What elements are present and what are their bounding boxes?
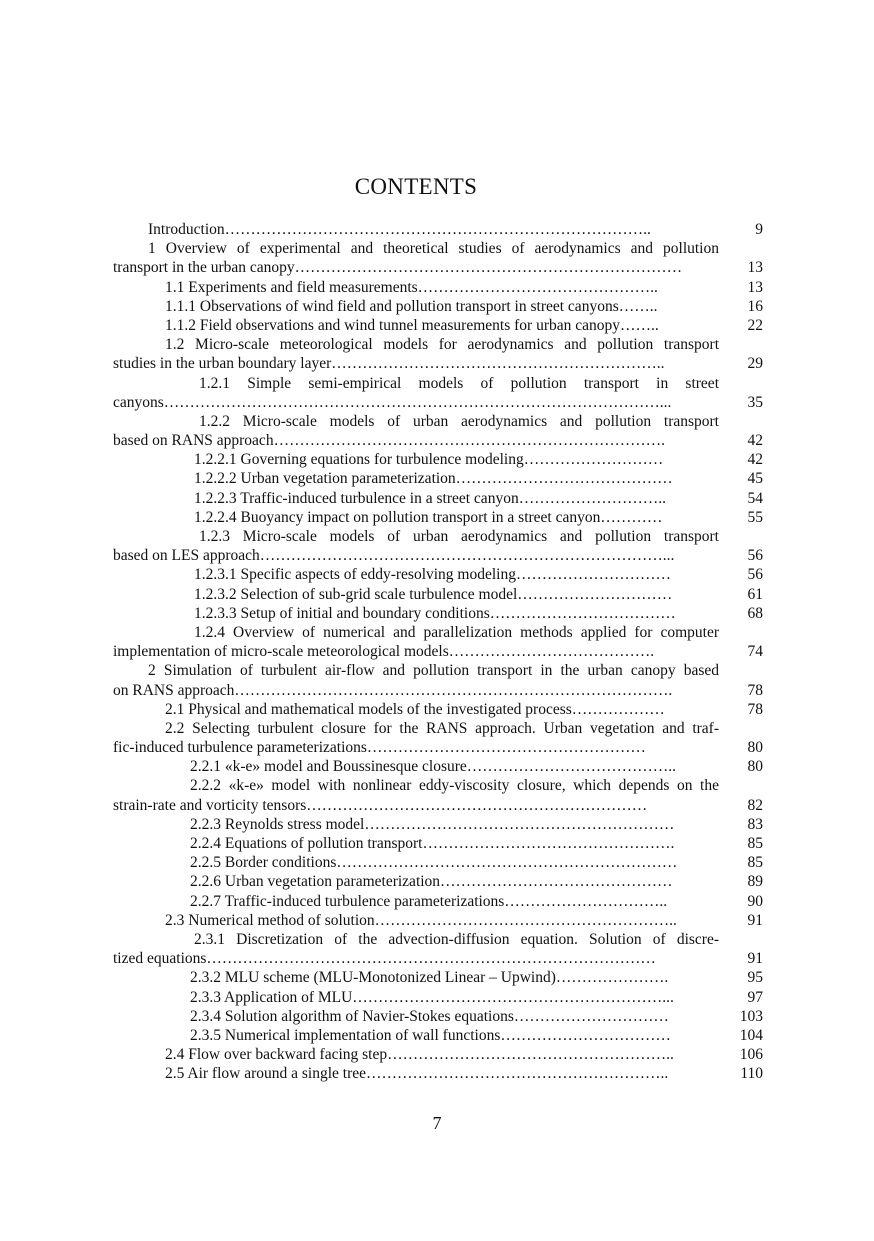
toc-entry[interactable] <box>113 834 763 853</box>
toc-entry-page: 83 <box>747 815 763 833</box>
toc-entry-text: 2.3.1 Discretization of the advection-diffusion equation. Solution of discre- <box>194 930 719 948</box>
toc-entry[interactable] <box>113 489 763 508</box>
toc-entry[interactable] <box>113 872 763 891</box>
toc-entry-page: 55 <box>747 508 763 526</box>
toc-entry-text: Introduction……………………………………………………………………….. <box>148 221 651 238</box>
toc-entry[interactable] <box>113 335 763 373</box>
toc-entry-text: 2.2 Selecting turbulent closure for the RANS approach. Urban vegetation and traf- <box>165 719 719 737</box>
toc-entry-text: fic-induced turbulence parameterizations……………………………………………… <box>113 739 646 757</box>
toc-entry-page: 91 <box>747 950 763 968</box>
toc-entry-page: 91 <box>747 911 763 929</box>
toc-entry-text: based on RANS approach…………………………………………………………………. <box>113 432 665 450</box>
toc-entry[interactable] <box>113 815 763 834</box>
toc-entry[interactable] <box>113 911 763 930</box>
toc-entry-text: 1.2.2 Micro-scale models of urban aerodynamics and pollution transport <box>199 412 719 430</box>
toc-entry-page: 42 <box>747 432 763 450</box>
toc-entry[interactable] <box>113 508 763 527</box>
toc-entry-page: 74 <box>747 643 763 661</box>
toc-entry[interactable] <box>113 1064 763 1083</box>
toc-entry-text: 2.3.2 MLU scheme (MLU-Monotonized Linear – Upwind)…………………. <box>190 969 669 987</box>
table-of-contents <box>113 220 763 1083</box>
toc-entry-text: 1.1 Experiments and field measurements……………………………………….. <box>165 278 658 296</box>
toc-entry-text: 2.3 Numerical method of solution………………………………………………….. <box>165 911 677 929</box>
toc-entry-text: 2.2.3 Reynolds stress model…………………………………………………… <box>190 815 675 833</box>
toc-entry-text: strain-rate and vorticity tensors………………………………………………………… <box>113 796 648 814</box>
toc-entry[interactable] <box>113 776 763 814</box>
toc-entry-text: 2.3.3 Application of MLU……………………………………………………... <box>190 988 674 1006</box>
toc-entry-page: 97 <box>747 988 763 1006</box>
toc-entry-text: 2.2.6 Urban vegetation parameterization……………………………………… <box>190 873 673 891</box>
toc-entry-text: 2.2.5 Border conditions………………………………………………………… <box>190 854 678 872</box>
toc-entry-page: 22 <box>747 316 763 334</box>
toc-entry-text: 1.1.2 Field observations and wind tunnel measurements for urban canopy…….. <box>165 316 659 334</box>
toc-entry-text: 1.2 Micro-scale meteorological models for aerodynamics and pollution transport <box>165 336 719 354</box>
toc-entry-text: canyons……………………………………………………………………………………... <box>113 393 672 411</box>
toc-entry[interactable] <box>113 469 763 488</box>
toc-entry[interactable] <box>113 527 763 565</box>
toc-entry[interactable] <box>113 585 763 604</box>
toc-entry-page: 16 <box>747 297 763 315</box>
toc-entry-text: 2.3.4 Solution algorithm of Navier-Stokes equations………………………… <box>190 1007 669 1025</box>
toc-entry[interactable] <box>113 1007 763 1026</box>
toc-entry-text: 1.2.2.4 Buoyancy impact on pollution transport in a street canyon………… <box>194 508 663 526</box>
toc-entry[interactable] <box>113 239 763 277</box>
toc-entry-page: 35 <box>747 393 763 411</box>
toc-entry[interactable] <box>113 853 763 872</box>
toc-entry-page: 29 <box>747 355 763 373</box>
toc-entry-page: 9 <box>755 221 763 238</box>
toc-entry-text: 1.2.2.1 Governing equations for turbulence modeling……………………… <box>194 451 664 469</box>
toc-entry[interactable] <box>113 988 763 1007</box>
toc-entry-page: 13 <box>747 278 763 296</box>
toc-entry[interactable] <box>113 892 763 911</box>
toc-entry-text: transport in the urban canopy………………………………………………………………… <box>113 259 683 277</box>
toc-entry-page: 85 <box>747 854 763 872</box>
toc-entry-page: 13 <box>747 259 763 277</box>
toc-entry[interactable] <box>113 930 763 968</box>
toc-entry-page: 80 <box>747 758 763 776</box>
toc-entry[interactable] <box>113 316 763 335</box>
toc-entry-text: 2.3.5 Numerical implementation of wall functions…………………………… <box>190 1026 671 1044</box>
toc-entry-text: 1.2.1 Simple semi-empirical models of pollution transport in street <box>199 374 719 392</box>
toc-entry[interactable] <box>113 450 763 469</box>
toc-entry-text: 1.2.3 Micro-scale models of urban aerodynamics and pollution transport <box>199 528 719 545</box>
toc-entry-text: 2.2.1 «k-e» model and Boussinesque closure………………………………….. <box>190 758 677 776</box>
toc-entry[interactable] <box>113 220 763 239</box>
toc-entry-page: 95 <box>747 969 763 987</box>
toc-entry[interactable] <box>113 412 763 450</box>
toc-entry-page: 89 <box>747 873 763 891</box>
toc-entry-text: 2.2.4 Equations of pollution transport…………………………………………. <box>190 835 675 852</box>
toc-entry-page: 54 <box>747 489 763 507</box>
toc-entry-text: 2.1 Physical and mathematical models of the investigated process……………… <box>165 700 665 718</box>
toc-entry-text: 1.2.4 Overview of numerical and parallelization methods applied for computer <box>194 623 719 641</box>
toc-entry-page: 56 <box>747 547 763 565</box>
toc-entry-text: 2 Simulation of turbulent air-flow and pollution transport in the urban canopy based <box>148 662 719 680</box>
toc-entry[interactable] <box>113 661 763 699</box>
toc-entry-page: 56 <box>747 566 763 584</box>
toc-entry-text: 1.2.3.3 Setup of initial and boundary conditions……………………………… <box>194 604 676 622</box>
toc-entry-page: 106 <box>739 1046 763 1064</box>
toc-entry[interactable] <box>113 623 763 661</box>
toc-entry-text: 1.2.3.2 Selection of sub-grid scale turbulence model………………………… <box>194 585 673 603</box>
toc-entry-page: 45 <box>747 470 763 488</box>
page-number: 7 <box>432 1113 442 1133</box>
toc-entry-page: 78 <box>747 681 763 699</box>
toc-entry[interactable] <box>113 968 763 987</box>
toc-entry-text: 2.5 Air flow around a single tree………………………………………………….. <box>165 1065 669 1083</box>
toc-entry[interactable] <box>113 757 763 776</box>
toc-entry-text: tized equations…………………………………………………………………………… <box>113 950 656 968</box>
toc-entry[interactable] <box>113 565 763 584</box>
toc-entry-page: 78 <box>747 700 763 718</box>
toc-entry-text: studies in the urban boundary layer……………………………………………………….. <box>113 355 665 373</box>
toc-entry-page: 85 <box>747 835 763 852</box>
toc-entry[interactable] <box>113 1045 763 1064</box>
toc-entry-page: 68 <box>747 604 763 622</box>
toc-entry-page: 103 <box>739 1007 763 1025</box>
toc-entry-text: 1.2.2.2 Urban vegetation parameterization…………………………………… <box>194 470 673 488</box>
toc-entry-text: 1 Overview of experimental and theoretical studies of aerodynamics and pollution <box>148 240 719 258</box>
toc-entry[interactable] <box>113 719 763 757</box>
toc-entry-page: 90 <box>747 892 763 910</box>
toc-entry[interactable] <box>113 1026 763 1045</box>
toc-entry-page: 104 <box>739 1026 763 1044</box>
toc-entry-text: 2.2.2 «k-e» model with nonlinear eddy-viscosity closure, which depends on the <box>190 777 719 795</box>
toc-entry-text: 2.2.7 Traffic-induced turbulence parameterizations………………………….. <box>190 892 668 910</box>
toc-entry-page: 42 <box>747 451 763 469</box>
toc-entry[interactable] <box>113 604 763 623</box>
toc-entry[interactable] <box>113 278 763 297</box>
toc-entry-page: 110 <box>740 1065 763 1083</box>
toc-entry-text: based on LES approach……………………………………………………………………... <box>113 547 675 565</box>
toc-entry-page: 80 <box>747 739 763 757</box>
toc-entry[interactable] <box>113 700 763 719</box>
toc-entry-text: 2.4 Flow over backward facing step……………………………………………….. <box>165 1046 674 1064</box>
toc-entry-text: 1.2.3.1 Specific aspects of eddy-resolving modeling………………………… <box>194 566 671 584</box>
toc-entry[interactable] <box>113 374 763 412</box>
toc-entry-text: 1.1.1 Observations of wind field and pollution transport in street canyons…….. <box>165 297 658 315</box>
toc-entry-page: 82 <box>747 796 763 814</box>
toc-entry-text: 1.2.2.3 Traffic-induced turbulence in a street canyon……………………….. <box>194 489 666 507</box>
page-title: CONTENTS <box>354 174 478 199</box>
toc-entry-text: implementation of micro-scale meteorological models…………………………………. <box>113 643 655 661</box>
toc-entry[interactable] <box>113 297 763 316</box>
toc-entry-text: on RANS approach…………………………………………………………………………. <box>113 681 673 699</box>
toc-entry-page: 61 <box>747 585 763 603</box>
